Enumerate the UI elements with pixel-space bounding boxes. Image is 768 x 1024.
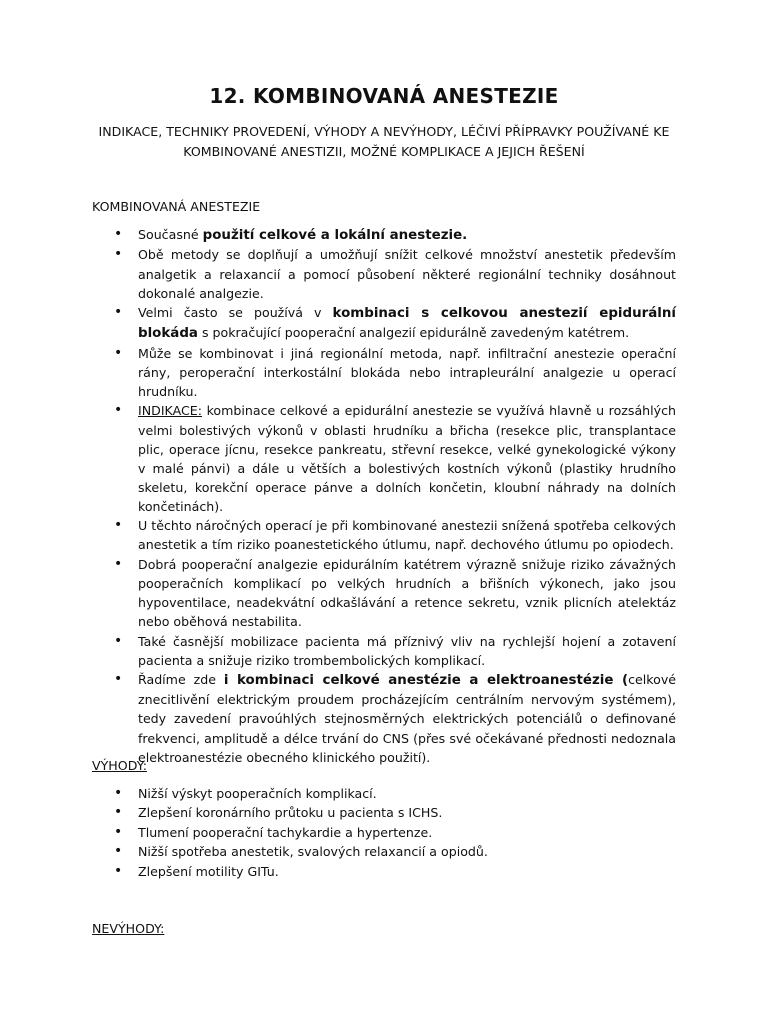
item-text: Obě metody se doplňují a umožňují snížit celkové množství anestetik především analgetik a relaxancií a pomocí působení některé regionální techniky dosáhnout dokonalé analgezie.	[138, 247, 676, 301]
item-bold-text: použití celkové a lokální anestezie.	[202, 228, 468, 243]
list-item	[92, 225, 676, 245]
list-item	[92, 344, 676, 401]
list-item	[92, 516, 676, 554]
item-text: kombinace celkové a epidurální anestezie se využívá hlavně u rozsáhlých velmi bolestivých výkonů v oblasti hrudníku a břicha (resekce plic, transplantace plic, operace jícnu, resekce pankreatu, střevní resekce, velké gynekologické výkony v malé pánvi) a dále u větších a bolestivých kostních výkonů (plastiky hrudního skeletu, korekční operace pánve a dolních končetin, kloubní náhrady na dolních končetinách).	[138, 403, 676, 514]
item-bold-text: kombinaci s celkovou anestezií epidurální blokáda	[138, 306, 676, 342]
item-text: Současné	[138, 227, 203, 242]
list-item	[92, 245, 676, 302]
list-item: • Zlepšení koronárního průtoku u pacienta s ICHS.	[92, 803, 676, 822]
section-heading-vyhody: VÝHODY:	[92, 758, 147, 773]
item-text: celkové znecitlivění elektrickým proudem procházejícím centrálním nervovým systémem), tedy zavedení pravoúhlých stejnosměrných elektrických potenciálů o definované frekvenci, amplitudě a délce trvání do CNS (přes své očekávané přednosti nedoznala elektroanestézie obecného klinického použití).	[138, 672, 677, 765]
item-bold-text: i kombinaci celkové anestézie a elektroanestézie (	[223, 673, 629, 689]
indikace-label: INDIKACE:	[138, 403, 202, 419]
kombinovana-list	[92, 225, 676, 767]
item-text: Velmi často se používá v	[138, 305, 333, 321]
list-item	[92, 555, 676, 631]
vyhody-list	[92, 784, 676, 881]
list-item	[92, 401, 676, 516]
list-item: • Nižší spotřeba anestetik, svalových relaxancií a opiodů.	[92, 842, 676, 861]
item-text: s pokračující pooperační analgezií epidurálně zavedeným katétrem.	[197, 325, 630, 341]
document-title: 12. KOMBINOVANÁ ANESTEZIE	[209, 84, 559, 108]
item-text: Také časnější mobilizace pacienta má příznivý vliv na rychlejší hojení a zotavení pacienta a snižuje riziko trombembolických komplikací.	[138, 633, 676, 668]
list-item	[92, 632, 676, 670]
item-text: U těchto náročných operací je při kombinované anestezii snížená spotřeba celkových anestetik a tím riziko poanestetického útlumu, např. dechového útlumu po opiodech.	[138, 518, 676, 553]
section-heading-kombinovana: KOMBINOVANÁ ANESTEZIE	[92, 199, 261, 214]
list-item: • Nižší výskyt pooperačních komplikací.	[92, 784, 676, 803]
list-item	[92, 670, 676, 766]
item-text: Dobrá pooperační analgezie epidurálním katétrem výrazně snižuje riziko závažných pooperačních komplikací po velkých hrudních a břišních výkonech, jako jsou hypoventilace, neadekvátní odkašlávání a retence sekretu, vznik plicních atelektáz nebo oběhová nestabilita.	[138, 556, 676, 630]
item-text: Může se kombinovat i jiná regionální metoda, např. infiltrační anestezie operační rány, peroperační interkostální blokáda nebo intrapleurální analgezie u operací hrudníku.	[138, 345, 676, 399]
list-item: • Zlepšení motility GITu.	[92, 862, 676, 881]
document-subtitle: INDIKACE, TECHNIKY PROVEDENÍ, VÝHODY A NEVÝHODY, LÉČIVÍ PŘÍPRAVKY POUŽÍVANÉ KE KOMBINOVANÉ ANESTIZII, MOŽNÉ KOMPLIKACE A JEJICH ŘEŠENÍ	[98, 124, 670, 159]
section-heading-nevyhody: NEVÝHODY:	[92, 921, 165, 936]
list-item: • Tlumení pooperační tachykardie a hypertenze.	[92, 823, 676, 842]
item-text: Řadíme zde	[138, 672, 224, 688]
list-item	[92, 303, 676, 343]
